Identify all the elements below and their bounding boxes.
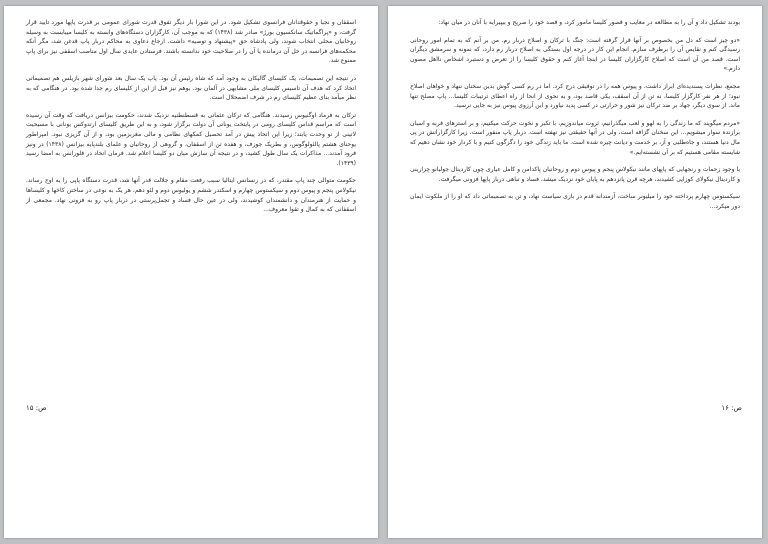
paragraph: «مردم میگویند که ما زندگی را به لهو و لعب میگذرانیم، ثروت میاندوزیم، با تکبر و نخوت حرکت میکنیم، و بر استرهای فربه و اسبان برازنده سوار میشویم... این سخنان گزافه است، ولی در آنها حقیقتی نیز نهفته است. دربار پاپ منفور است، زیرا کارگزارانش در پی مال دنیا هستند، و جاه‌طلبی و آز، بر خدمت و دیانت چیره شده است. ما باید زندگی خود را دگرگون کنیم و با کردار خود نشان دهیم که شایسته مقامی هستیم که بر آن نشسته‌ایم.» xyxy=(410,119,740,156)
page-number: ص: ۱۵ xyxy=(26,404,47,413)
paragraph: ترکان به فرماد اوگنیوس رسیدند. هنگامی که ترکان عثمانی به قسطنطنیه نزدیک شدند، حکومت بیزانس دریافت که وقت آن رسیده است که مراسم قداس کلیسای رومی در پایتخت یونانی آن دولت برگزار شود، و به این طریق کلیسای ارتدوکس یونانی با مسیحیت لاتینی از نو وحدت یابند؛ زیرا این اتحاد پیش در آمد تحصیل کمکهای نظامی و مالی مغربزمین بود، و از آن گریزی نبود. امپراطور یوحنای هشتم پالئولوگوس، و بطریک جوزف، و هفده تن از اسقفان، و گروهی از روحانیان و علمای بلندپایه بیزانس (۱۴۳۸) در ونیز فرود آمدند... مذاکرات یک سال طول کشید، و در نتیجه آن سازش میان دو کلیسا اعلام شد. فرمان اتحاد در فلورانس به امضا رسید (۱۴۳۹). xyxy=(26,111,356,167)
paragraph: بودند تشکیل داد و آن را به مطالعه در معایب و قصور کلیسا مامور کرد، و قصد خود را صریح و بیپیرایه با آنان در میان نهاد: xyxy=(438,19,740,26)
paragraph: «دو چیز است که دل من بخصوص بر آنها قرار گرفته است: جنگ با ترکان و اصلاح دربار رم. من بر آنم که به تمام امور روحانی رسیدگی کنم و نقایص آن را برطرف سازم. انجام این کار در درجه اول بستگی به اصلاح دربار رم دارد، که نمونه و سرمشق دیگران است. قصد من آن است که اصلاح کارگزاران کلیسا در اینجا آغاز کنم و حقوق کلیسا را از تعرض و دستبرد اشخاص نااهل مصون دارم.» xyxy=(410,36,740,73)
paragraph: در نتیجه این تصمیمات، یک کلیسای گالیکان به وجود آمد که شاه رئیس آن بود. پاپ یک سال بعد شورای شهر بازیلس هم تصمیماتی اتخاذ کرد که هدف آن تاسیس کلیسای ملی مشابهی در آلمان بود. بوهم نیز قبل از این از کلیسای رم جدا شده بود. در هنگامی که به نظر میآمد بنای عظیم کلیسای رم در شرف اضمحلال است. xyxy=(26,74,356,102)
page-number: ص: ۱۶ xyxy=(721,404,742,413)
page-right xyxy=(388,6,762,538)
paragraph: حکومت متوالی چند پاپ مقتدر، که در رنسانس ایتالیا سبب رفعت مقام و جلالت قدر آنها شد، قدرت دستگاه پاپی را به اوج رساند. نیکولاس پنجم و پیوس دوم و سیکستوس چهارم و اسکندر ششم و یولیوس دوم و لئو دهم، هر یک به نوعی در ساختن کاخها و کلیساها و حمایت از هنرمندان و دانشمندان کوشیدند، ولی در عین حال فساد و تجمل‌پرستی در دربار پاپ رو به فزونی نهاد. مجمعی از اسقفانی که به کمال و تقوا معروف... xyxy=(26,177,356,214)
paragraph: با وجود زحمات و رنجهایی که پاپهای مانند نیکولاس پنجم و پیوس دوم و روحانیان پاکدامن و کامل عیاری چون کاردینال جولیانو چزارینی و کاردینال نیکولای کوزایی کشیدند، هرچه قرن پانزدهم به پایان خود نزدیک میشد، فساد و تباهی دربار پاپها فزونی میگرفت. xyxy=(410,166,740,183)
paragraph: مجمع، نظرات پسندیده‌ای ابراز داشت، و پیوس همه را در توفیقی درج کرد. اما در رم کسی گوش بدین سخنان ننهاد و خواهان اصلاح نبود؛ از هر نفر کارگزار کلیسا، نه تن از آن اسقف، یکی قاصد بود، و به نحوی از انحا از راه اعطای ترتیبات کلیسا... پاپ مصلح تنها ماند. از سوی دیگر، جهاد بر ضد ترکان نیز شور و حرارتی در کسی پدید نیاورد و این آرزوی پیوس نیز به جایی نرسید. xyxy=(410,82,740,110)
paragraph: اسقفان و نجبا و حقوقدانان فرانسوی تشکیل شود. در این شورا بار دیگر تفوق قدرت شورای عمومی بر قدرت پاپها مورد تایید قرار گرفت، و «پراگماتیک سانکسیون بورژ» صادر شد (۱۴۳۸) که به موجب آن، کارگزاران دستگاه‌های وابسته به کلیسا میبایست به وسیله روحانیان محلی انتخاب شوند، ولی پادشاه حق «پیشنهاد و توصیه» داشت. ارجاع دعاوی به محاکم دربار پاپ قدغن شد، مگر آنکه محکمه‌های فرانسه در حل آن درمانده یا آن را در صلاحیت خود ندانسته باشند. فرستادن عایدی سال اول مناصب اسقفی نیز برای پاپ ممنوع شد. xyxy=(26,19,357,65)
paragraph: سیکستوس چهارم پرداخته خود را میلیونر ساخت، آزمندانه قدم در بازی سیاست نهاد، و تن به تصمیماتی داد که او را از ملکوت ایمان دور میکرد... xyxy=(410,193,740,210)
page-left xyxy=(4,6,378,538)
